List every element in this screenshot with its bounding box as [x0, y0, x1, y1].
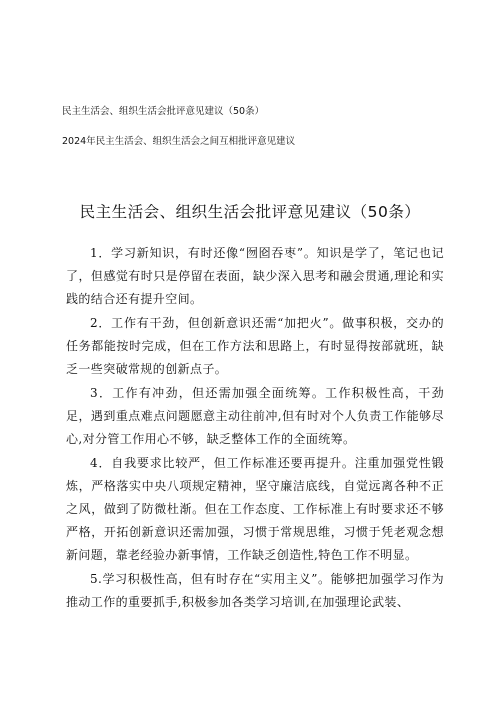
paragraph-4: 4．自我要求比较严，但工作标准还要再提升。注重加强党性锻炼，严格落实中央八项规定精神，坚守廉洁底线，自觉远离各种不正之风，做到了防微杜渐。但在工作态度、工作标准上有时要求还不够严格，开拓创新意识还需加强，习惯于常规思维，习惯于凭老观念想新问题，靠老经验办新事情，工作缺乏创造性,特色工作不明显。 — [66, 456, 444, 562]
paragraph-2: 2．工作有干劲，但创新意识还需“加把火”。做事积极，交办的任务都能按时完成，但在工作方法和思路上，有时显得按部就班，缺乏一些突破常规的创新点子。 — [66, 316, 444, 376]
paragraph-1: 1．学习新知识，有时还像“囫囵吞枣”。知识是学了，笔记也记了，但感觉有时只是停留在表面，缺少深入思考和融会贯通,理论和实践的结合还有提升空间。 — [66, 246, 444, 306]
toc-link-1[interactable]: 民主生活会、组织生活会批评意见建议（50条） — [62, 106, 265, 117]
paragraph-3: 3．工作有冲劲，但还需加强全面统筹。工作积极性高，干劲足，遇到重点难点问题愿意主动往前冲,但有时对个人负责工作能够尽心,对分管工作用心不够，缺乏整体工作的全面统筹。 — [66, 386, 444, 446]
document-body — [66, 242, 444, 615]
toc-link-2[interactable]: 2024年民主生活会、组织生活会之间互相批评意见建议 — [62, 136, 296, 147]
document-title: 民主生活会、组织生活会批评意见建议（50条） — [79, 203, 421, 221]
paragraph-5: 5.学习积极性高，但有时存在“实用主义”。能够把加强学习作为推动工作的重要抓手,积极参加各类学习培训,在加强理论武装、 — [66, 572, 444, 609]
